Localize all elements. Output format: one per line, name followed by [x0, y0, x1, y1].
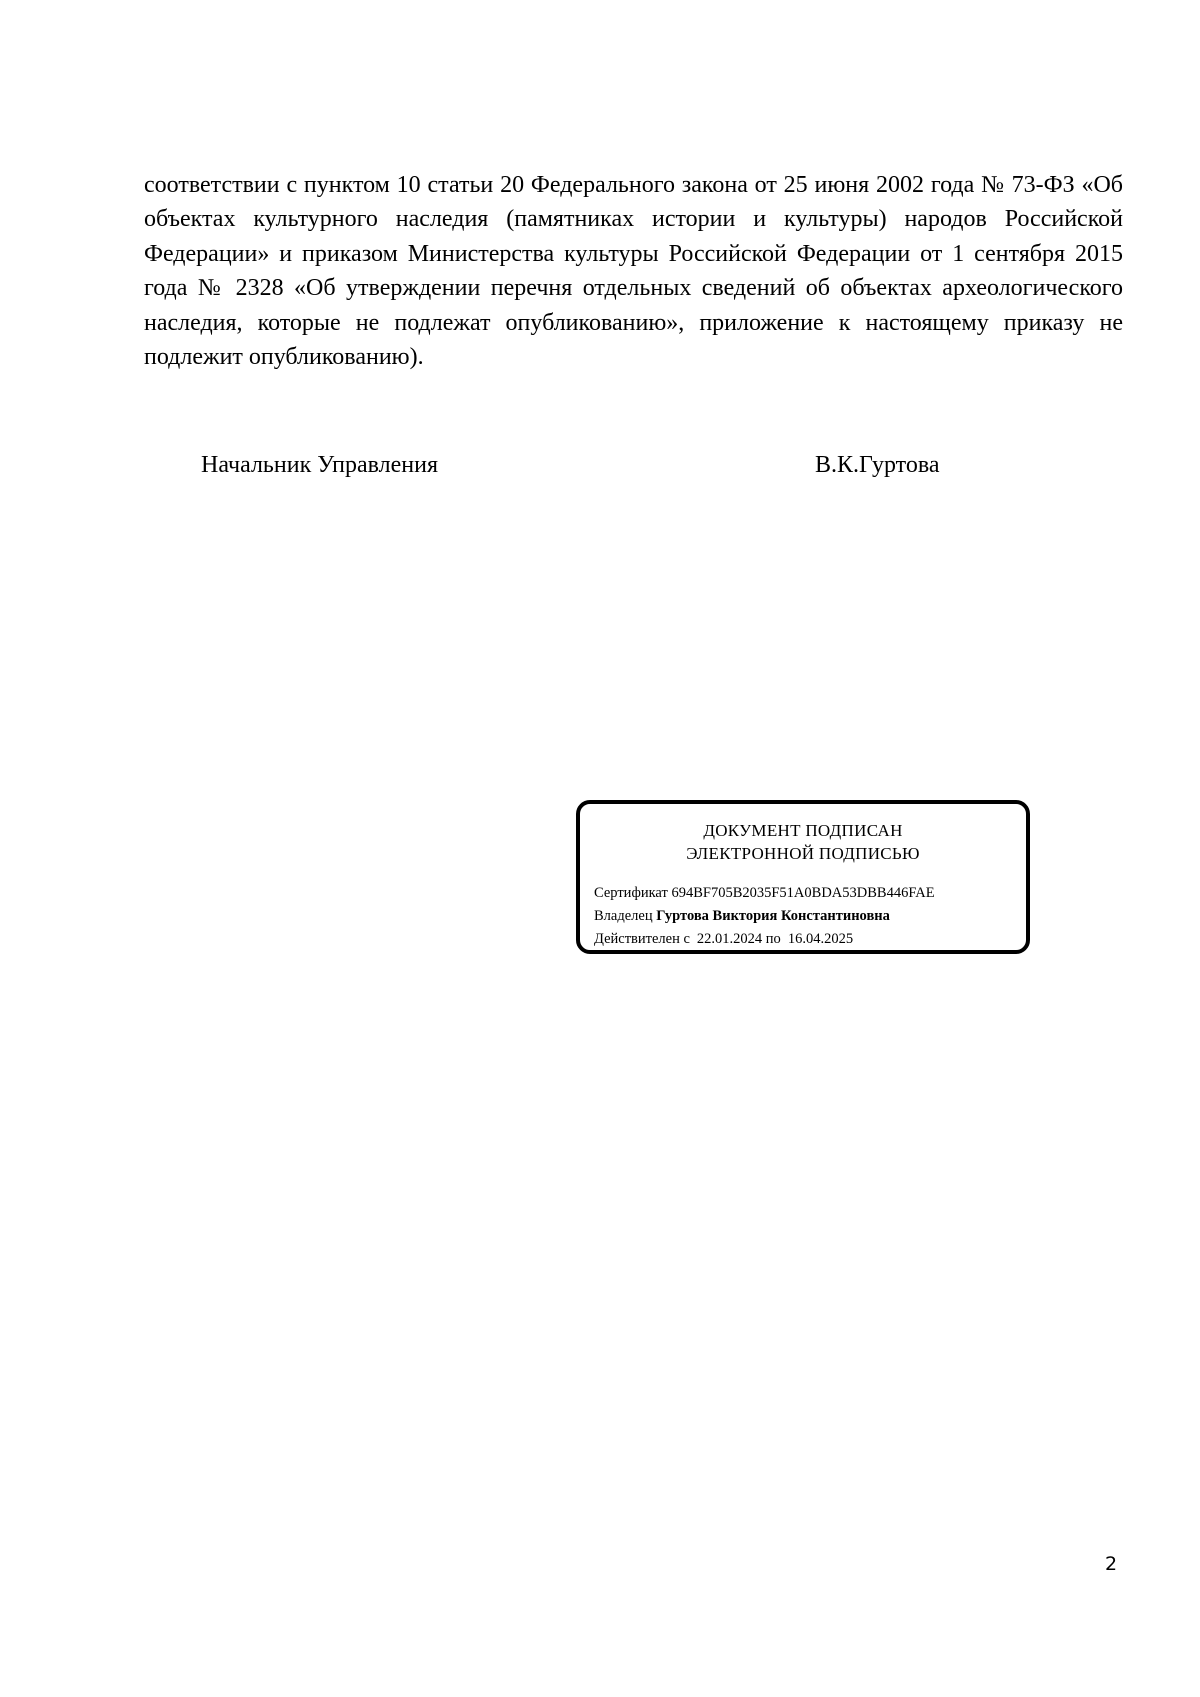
valid-to-label: по	[765, 931, 781, 947]
owner-value: Гуртова Виктория Константиновна	[656, 908, 890, 924]
page-number: 2	[1105, 1553, 1118, 1575]
valid-from: 22.01.2024	[696, 931, 763, 947]
stamp-validity	[594, 929, 853, 949]
signer-name: В.К.Гуртова	[815, 452, 940, 478]
certificate-label: Сертификат	[594, 885, 668, 901]
certificate-value: 694BF705B2035F51A0BDA53DBB446FAE	[671, 885, 935, 901]
stamp-owner	[594, 906, 890, 926]
valid-label: Действителен с	[594, 931, 690, 947]
stamp-certificate	[594, 883, 935, 903]
stamp-heading-line2: ЭЛЕКТРОННОЙ ПОДПИСЬЮ	[686, 844, 920, 863]
electronic-signature-stamp	[576, 800, 1030, 954]
valid-to: 16.04.2025	[787, 931, 854, 947]
owner-label: Владелец	[594, 908, 653, 924]
signer-title: Начальник Управления	[201, 452, 438, 478]
body-paragraph: соответствии с пунктом 10 статьи 20 Федерального закона от 25 июня 2002 года № 73-ФЗ «Об объектах культурного наследия (памятниках истории и культуры) народов Российской Федерации» и приказом Министерства культуры Российской Федерации от 1 сентября 2015 года № 2328 «Об утверждении перечня отдельных сведений об объектах археологического наследия, которые не подлежат опубликованию», приложение к настоящему приказу не подлежит опубликованию).	[144, 172, 1123, 371]
stamp-heading-line1: ДОКУМЕНТ ПОДПИСАН	[703, 821, 903, 840]
